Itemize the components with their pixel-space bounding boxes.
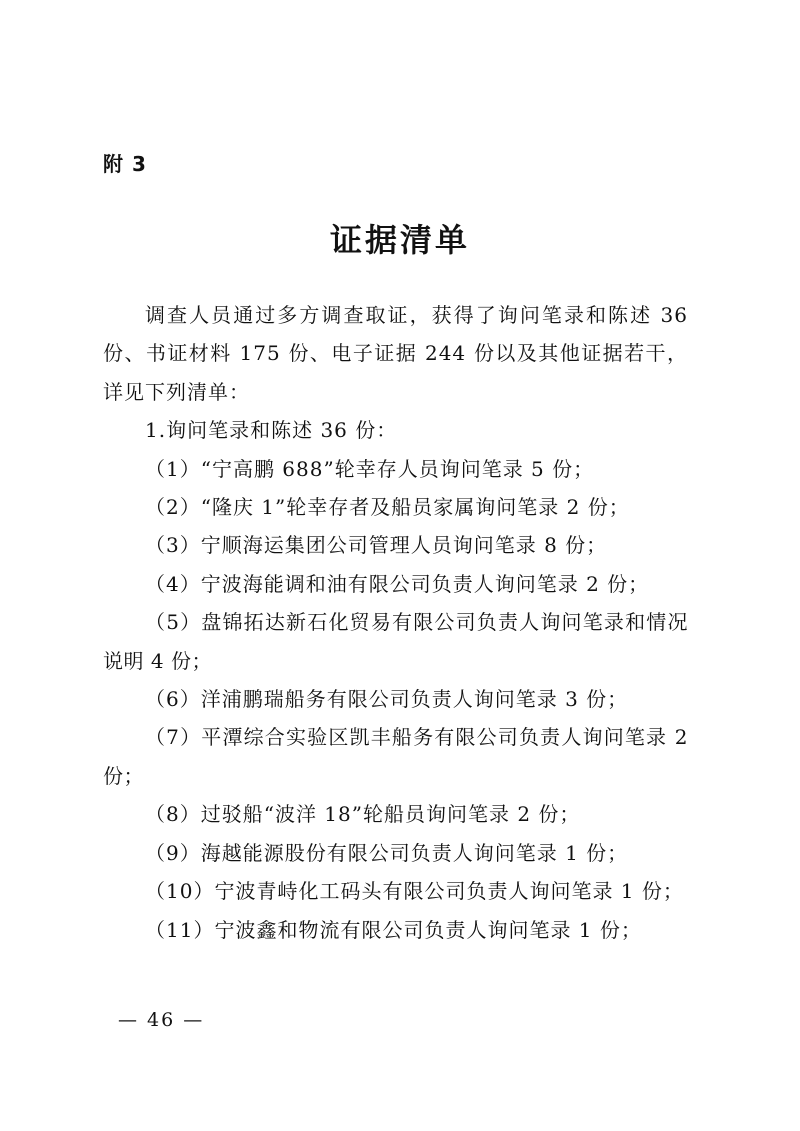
list-item: （6）洋浦鹏瑞船务有限公司负责人询问笔录 3 份； — [145, 687, 629, 712]
list-item: （11）宁波鑫和物流有限公司负责人询问笔录 1 份； — [145, 917, 642, 942]
list-item: （5）盘锦拓达新石化贸易有限公司负责人询问笔录和情况说明 4 份； — [103, 610, 688, 673]
attachment-label: 附 3 — [103, 152, 147, 176]
list-item: （2）“隆庆 1”轮幸存者及船员家属询问笔录 2 份； — [145, 495, 630, 520]
list-item: （8）过驳船“波洋 18”轮船员询问笔录 2 份； — [145, 802, 581, 827]
list-item: （4）宁波海能调和油有限公司负责人询问笔录 2 份； — [145, 571, 650, 596]
list-item: （9）海越能源股份有限公司负责人询问笔录 1 份； — [145, 840, 629, 865]
intro-paragraph: 调查人员通过多方调查取证，获得了询问笔录和陈述 36 份、书证材料 175 份、电子证据 244 份以及其他证据若干，详见下列清单： — [103, 303, 688, 404]
list-item: （3）宁顺海运集团公司管理人员询问笔录 8 份； — [145, 533, 608, 558]
page-number: — 46 — — [118, 1009, 205, 1031]
page-title: 证据清单 — [329, 221, 470, 259]
list-item: （1）“宁高鹏 688”轮幸存人员询问笔录 5 份； — [145, 456, 595, 481]
list-item: （7）平潭综合实验区凯丰船务有限公司负责人询问笔录 2 份； — [103, 725, 688, 788]
section-heading: 1.询问笔录和陈述 36 份： — [145, 418, 398, 443]
list-item: （10）宁波青峙化工码头有限公司负责人询问笔录 1 份； — [145, 879, 684, 904]
document-body — [103, 296, 688, 949]
